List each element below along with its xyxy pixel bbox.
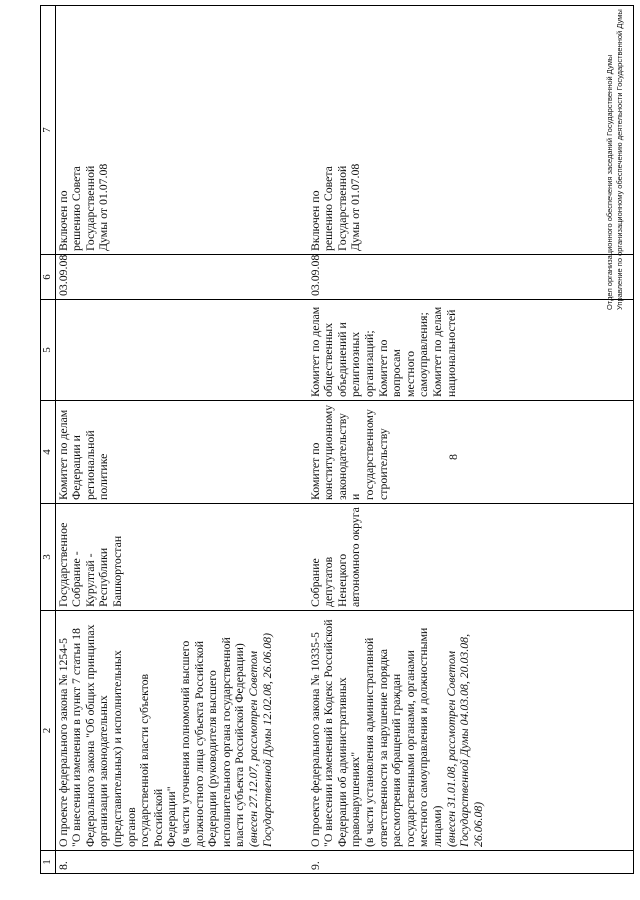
bill-note-line: (внесен 27.12.07, рассмотрен Советом: [245, 651, 260, 847]
footer-line: Управление по организационному обеспечению деятельности Государственной Думы: [615, 9, 624, 310]
committee-line: Федерации и: [69, 435, 84, 500]
bill-text-line: правонарушениях": [348, 751, 363, 847]
bill-author: [55, 504, 308, 611]
bill-text-line: "О внесении изменений в Кодекс Российской: [321, 619, 336, 847]
decision-line: Государственной: [334, 165, 349, 251]
author-line: Ненецкого: [334, 553, 349, 607]
committee-line: конституционному: [321, 404, 336, 500]
author-line: Собрание - Курултай -: [69, 551, 97, 607]
bill-description: [55, 611, 308, 851]
coexecutor-line: вопросам местного: [389, 349, 417, 397]
decision-line: решению Совета: [321, 166, 336, 251]
coexecutor-line: Комитет по: [375, 339, 390, 397]
bills-table: [40, 5, 634, 874]
author-line: Государственное: [55, 522, 70, 607]
column-header: 5: [41, 300, 56, 401]
bill-text-line: государственными органами, органами: [402, 650, 417, 847]
review-date: 03.09.08: [55, 255, 308, 300]
decision: [55, 6, 308, 255]
row-number: 8.: [55, 851, 308, 874]
bill-text-line: О проекте федерального закона № 1254-5: [55, 638, 70, 847]
coexecutor-line: организаций;: [361, 330, 376, 397]
bill-text-line: государственной власти субъектов Российской: [137, 673, 165, 847]
author-line: автономного округа: [348, 507, 363, 607]
coexecutor-line: общественных: [321, 322, 336, 397]
column-header: 7: [41, 6, 56, 255]
committee-line: Комитет по делам: [55, 409, 70, 500]
coexecutor-line: самоуправления;: [416, 312, 431, 397]
coexecutor-line: религиозных: [348, 331, 363, 397]
column-header: 3: [41, 504, 56, 611]
bill-text-line: власти субъекта Российской Федерации): [232, 643, 247, 847]
committee-line: государственному: [361, 409, 376, 500]
bill-description: [308, 611, 634, 851]
decision: [308, 6, 634, 255]
responsible-committee: [55, 401, 308, 504]
bill-text-line: "О внесении изменения в пункт 7 статьи 18: [69, 628, 84, 847]
decision-line: Думы от 01.07.08: [348, 163, 363, 251]
co-executors: [308, 300, 634, 401]
footer: [605, 9, 625, 310]
bill-text-line: организации законодательных: [96, 695, 111, 847]
page-number: 8: [446, 454, 460, 460]
bill-note-line: (внесен 31.01.08, рассмотрен Советом: [443, 651, 458, 847]
co-executors: [55, 300, 308, 401]
decision-line: Думы от 01.07.08: [96, 163, 111, 251]
column-header: 1: [41, 851, 56, 874]
bill-text-line: Федерации (руководителя высшего: [205, 670, 220, 847]
decision-line: Включен по: [307, 190, 322, 251]
bill-text-line: Федерального закона "Об общих принципах: [82, 624, 97, 847]
bill-note-line: Государственной Думы 12.02.08, 26.06.08): [259, 632, 274, 847]
review-date: 03.09.08: [308, 255, 634, 300]
committee-line: законодательству и: [334, 413, 363, 500]
coexecutor-line: объединений и: [334, 322, 349, 397]
bill-text-line: (в части уточнения полномочий высшего: [177, 640, 192, 847]
bill-text-line: исполнительного органа государственной: [218, 637, 233, 847]
bill-text-line: лицами): [429, 805, 444, 847]
table-row: [308, 6, 634, 874]
bill-note-line: Государственной Думы 04.03.08, 20.03.08,: [457, 633, 472, 847]
responsible-committee: [308, 401, 634, 504]
decision-line: Государственной: [82, 165, 97, 251]
coexecutor-line: Комитет по делам: [307, 306, 322, 397]
decision-line: Включен по: [55, 190, 70, 251]
bill-text-line: (в части установления административной: [361, 637, 376, 847]
column-header: 2: [41, 611, 56, 851]
bill-text-line: (представительных) и исполнительных органов: [109, 650, 138, 847]
footer-line: Отдел организационного обеспечения заседаний Государственной Думы: [605, 54, 614, 310]
committee-line: строительству: [375, 428, 390, 500]
bill-text-line: Федерации об административных: [334, 677, 349, 847]
bill-text-line: Федерации": [164, 786, 179, 847]
bill-author: [308, 504, 634, 611]
decision-line: решению Совета: [69, 166, 84, 251]
column-header: 6: [41, 255, 56, 300]
author-line: Башкортостан: [109, 535, 124, 607]
bill-note-line: 26.06.08): [470, 801, 485, 847]
table-row: [55, 6, 308, 874]
committee-line: политике: [96, 453, 111, 500]
coexecutor-line: национальностей: [443, 309, 458, 397]
column-number-row: [41, 6, 56, 874]
coexecutor-line: Комитет по делам: [429, 306, 444, 397]
committee-line: региональной: [82, 430, 97, 500]
bill-text-line: рассмотрения обращений граждан: [389, 673, 404, 847]
bill-text-line: должностного лица субъекта Российской: [191, 640, 206, 847]
bill-text-line: О проекте федерального закона № 10335-5: [307, 632, 322, 847]
author-line: Республики: [96, 547, 111, 607]
row-number: 9.: [308, 851, 634, 874]
committee-line: Комитет по: [307, 442, 322, 500]
column-header: 4: [41, 401, 56, 504]
bill-text-line: ответственности за нарушение порядка: [375, 648, 390, 847]
author-line: Собрание депутатов: [307, 556, 336, 607]
bill-text-line: местного самоуправления и должностными: [416, 627, 431, 847]
